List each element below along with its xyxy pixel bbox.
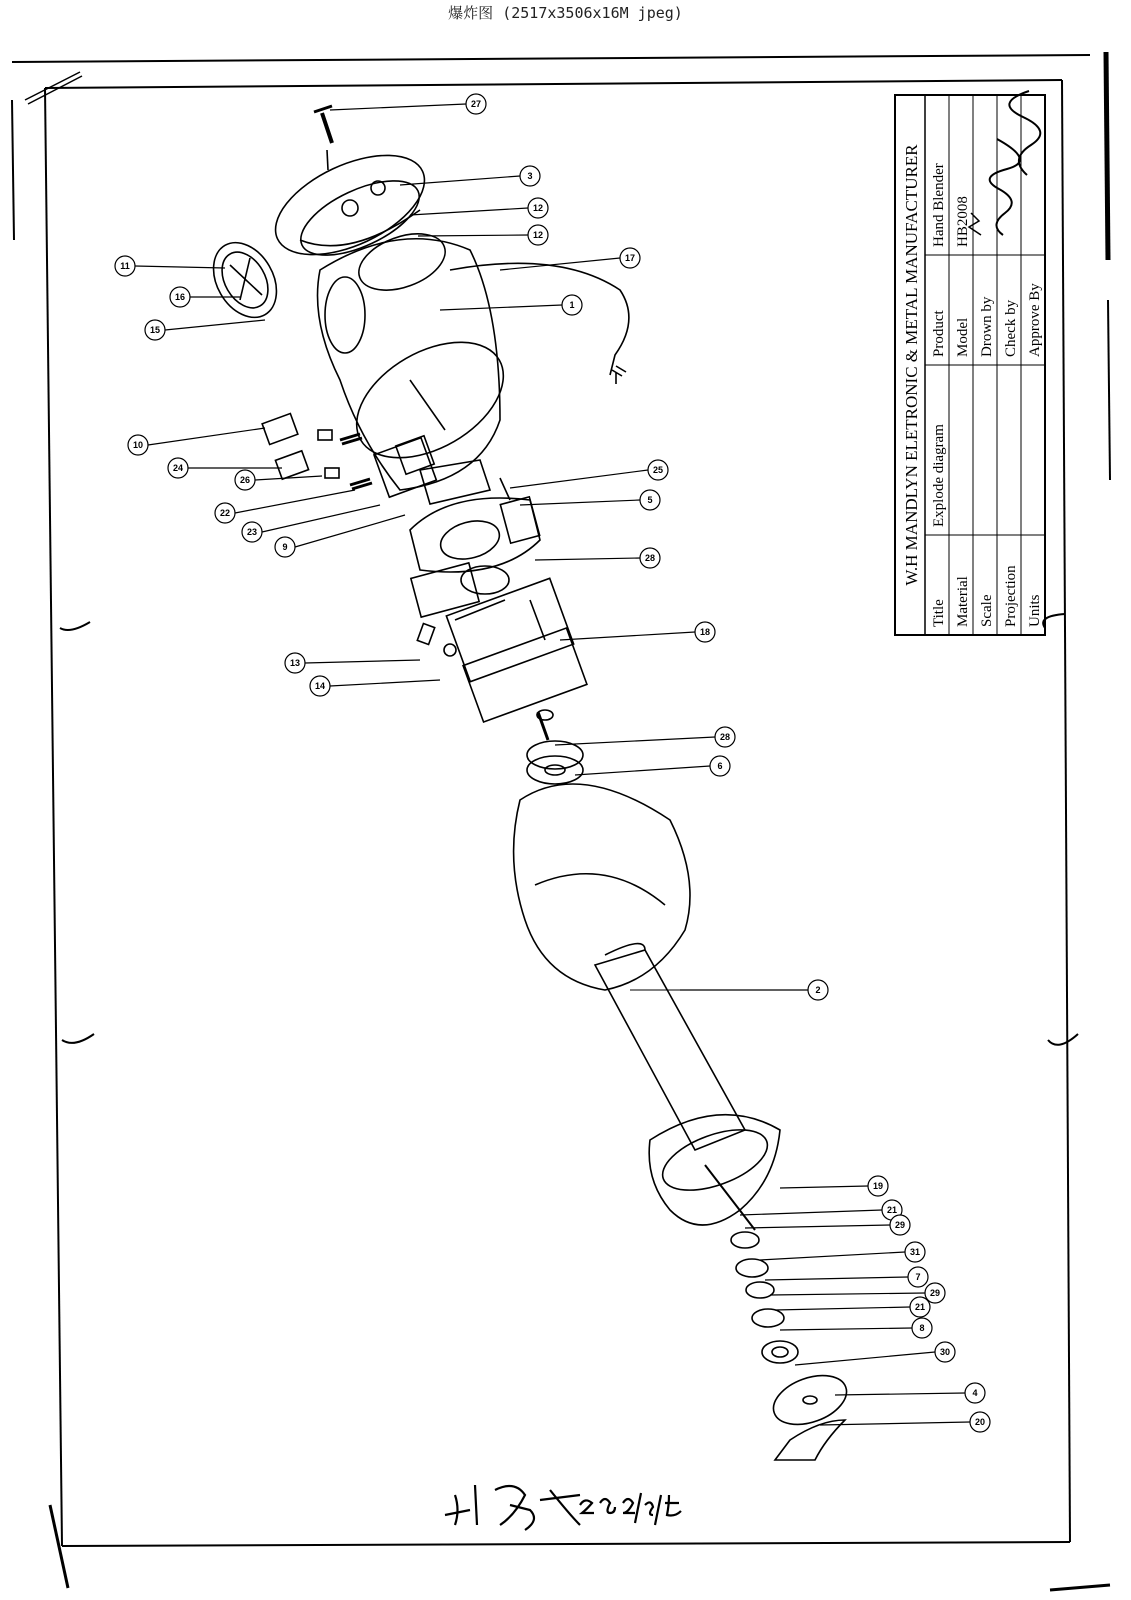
- callout-3: 3: [527, 171, 533, 181]
- lower-housing-part: [514, 784, 790, 1150]
- callout-12a: 12: [532, 203, 544, 213]
- callout-6: 6: [717, 761, 723, 771]
- tb-label-units: Units: [1027, 594, 1043, 627]
- callout-14: 14: [314, 681, 326, 691]
- tb-label-approve-by: Approve By: [1027, 283, 1043, 357]
- callout-19: 19: [872, 1181, 884, 1191]
- coupling-part: [527, 710, 583, 784]
- callout-24: 24: [172, 463, 184, 473]
- callout-7: 7: [915, 1272, 921, 1282]
- title-block: [895, 91, 1045, 635]
- callout-2: 2: [815, 985, 821, 995]
- window-title: 爆炸图 (2517x3506x16M jpeg): [448, 4, 683, 22]
- callout-12b: 12: [532, 230, 544, 240]
- tb-label-drown-by: Drown by: [979, 296, 995, 357]
- callout-10: 10: [132, 440, 144, 450]
- callout-25: 25: [652, 465, 664, 475]
- callouts: [115, 94, 990, 1432]
- callout-13: 13: [289, 658, 301, 668]
- motor-part: [411, 563, 587, 722]
- tb-label-title: Title: [931, 599, 947, 627]
- tb-label-scale: Scale: [979, 594, 995, 627]
- tb-label-projection: Projection: [1003, 565, 1019, 627]
- callout-29a: 29: [894, 1220, 906, 1230]
- callout-5: 5: [647, 495, 653, 505]
- tb-label-product: Product: [931, 310, 947, 357]
- callout-27: 27: [470, 99, 482, 109]
- callout-4: 4: [972, 1388, 978, 1398]
- callout-22: 22: [219, 508, 231, 518]
- callout-21a: 21: [886, 1205, 898, 1215]
- tb-label-material: Material: [955, 576, 971, 627]
- callout-18: 18: [699, 627, 711, 637]
- callout-28b: 28: [719, 732, 731, 742]
- callout-labels: [120, 99, 985, 1427]
- callout-11: 11: [120, 261, 130, 271]
- callout-9: 9: [282, 542, 288, 552]
- handwritten-signature: [445, 1485, 681, 1530]
- callout-16: 16: [174, 292, 186, 302]
- callout-31: 31: [909, 1247, 921, 1257]
- callout-28a: 28: [644, 553, 656, 563]
- upper-housing-part: [318, 223, 524, 490]
- exploded-parts: [201, 106, 853, 1460]
- blade-guard-part: [649, 1115, 780, 1230]
- tb-value-product: Hand Blender: [931, 163, 947, 247]
- callout-15: 15: [149, 325, 161, 335]
- callout-17: 17: [624, 253, 636, 263]
- washer-stack-part: [731, 1232, 798, 1363]
- power-cord-part: [450, 263, 629, 375]
- callout-26: 26: [239, 475, 251, 485]
- callout-21b: 21: [914, 1302, 926, 1312]
- callout-29b: 29: [929, 1288, 941, 1298]
- switch-cluster-part: [262, 414, 490, 504]
- company-name: W.H MANDLYN ELETRONIC & METAL MANUFACTURER: [902, 144, 921, 586]
- callout-1: 1: [569, 300, 575, 310]
- callout-20: 20: [974, 1417, 986, 1427]
- button-cover-part: [201, 231, 289, 328]
- motor-bracket-part: [410, 478, 540, 572]
- tb-label-check-by: Check by: [1003, 299, 1019, 357]
- callout-23: 23: [246, 527, 258, 537]
- tb-label-model: Model: [955, 317, 971, 357]
- callout-8: 8: [919, 1323, 925, 1333]
- tb-value-model: HB2008: [955, 196, 971, 247]
- blade-part: [767, 1366, 853, 1460]
- callout-30: 30: [939, 1347, 951, 1357]
- tb-value-title: Explode diagram: [931, 424, 947, 527]
- screw-part: [314, 106, 332, 170]
- plug-part: [612, 366, 626, 384]
